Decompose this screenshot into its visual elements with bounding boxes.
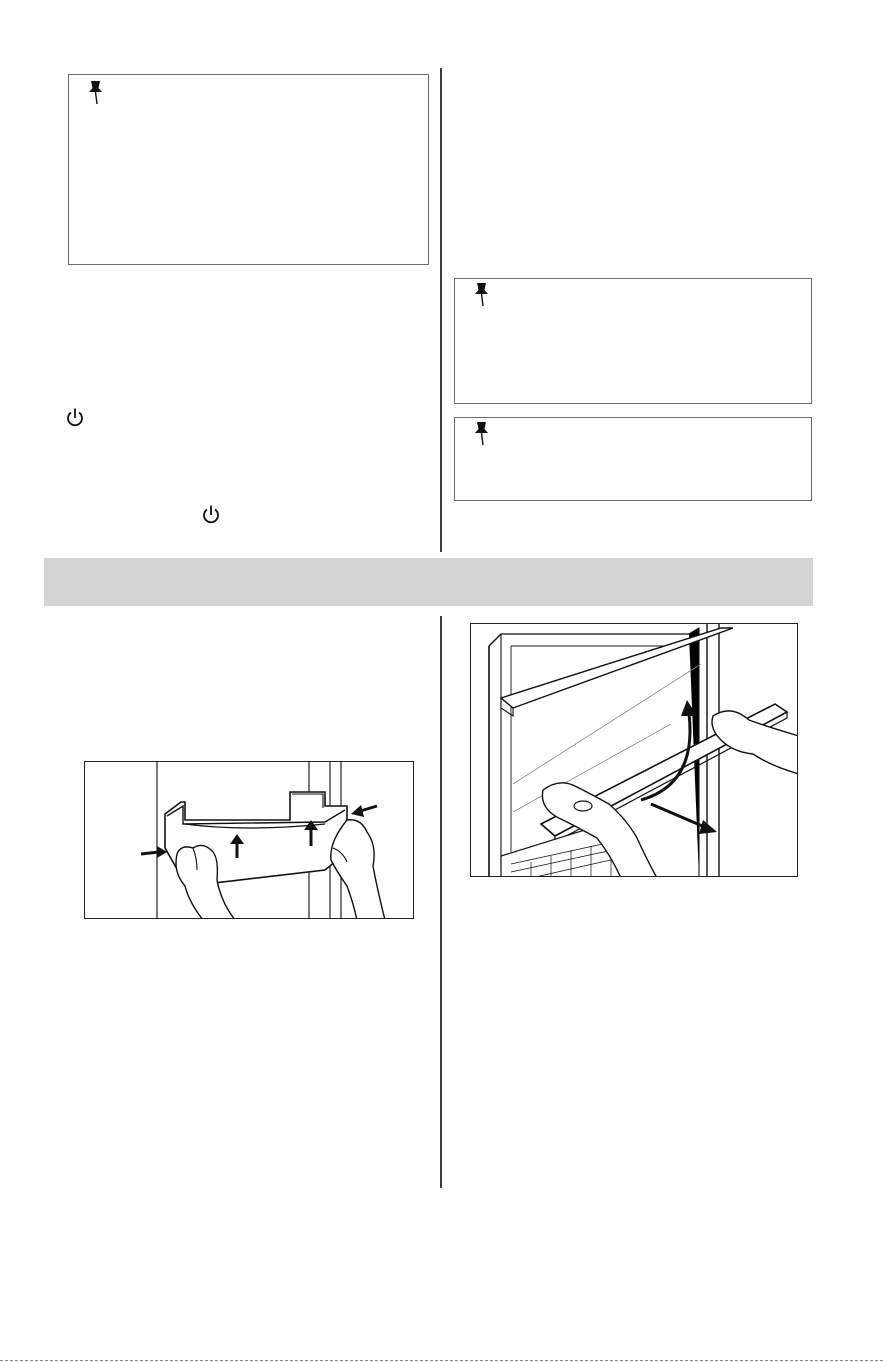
pushpin-icon xyxy=(471,420,493,446)
figure-glass-shelf-removal xyxy=(470,623,798,877)
column-divider-bottom xyxy=(440,616,442,1188)
pushpin-icon xyxy=(85,79,107,105)
figure-door-balcony-removal xyxy=(84,761,414,919)
power-symbol-icon xyxy=(65,407,85,429)
note-box-2 xyxy=(454,278,812,404)
power-symbol-icon xyxy=(201,504,221,526)
note-box-1 xyxy=(68,74,429,265)
column-divider-top xyxy=(440,68,442,552)
page-bottom-trim xyxy=(0,1360,883,1361)
note-box-3 xyxy=(454,417,812,501)
pushpin-icon xyxy=(471,281,493,307)
section-header-band xyxy=(44,558,813,606)
